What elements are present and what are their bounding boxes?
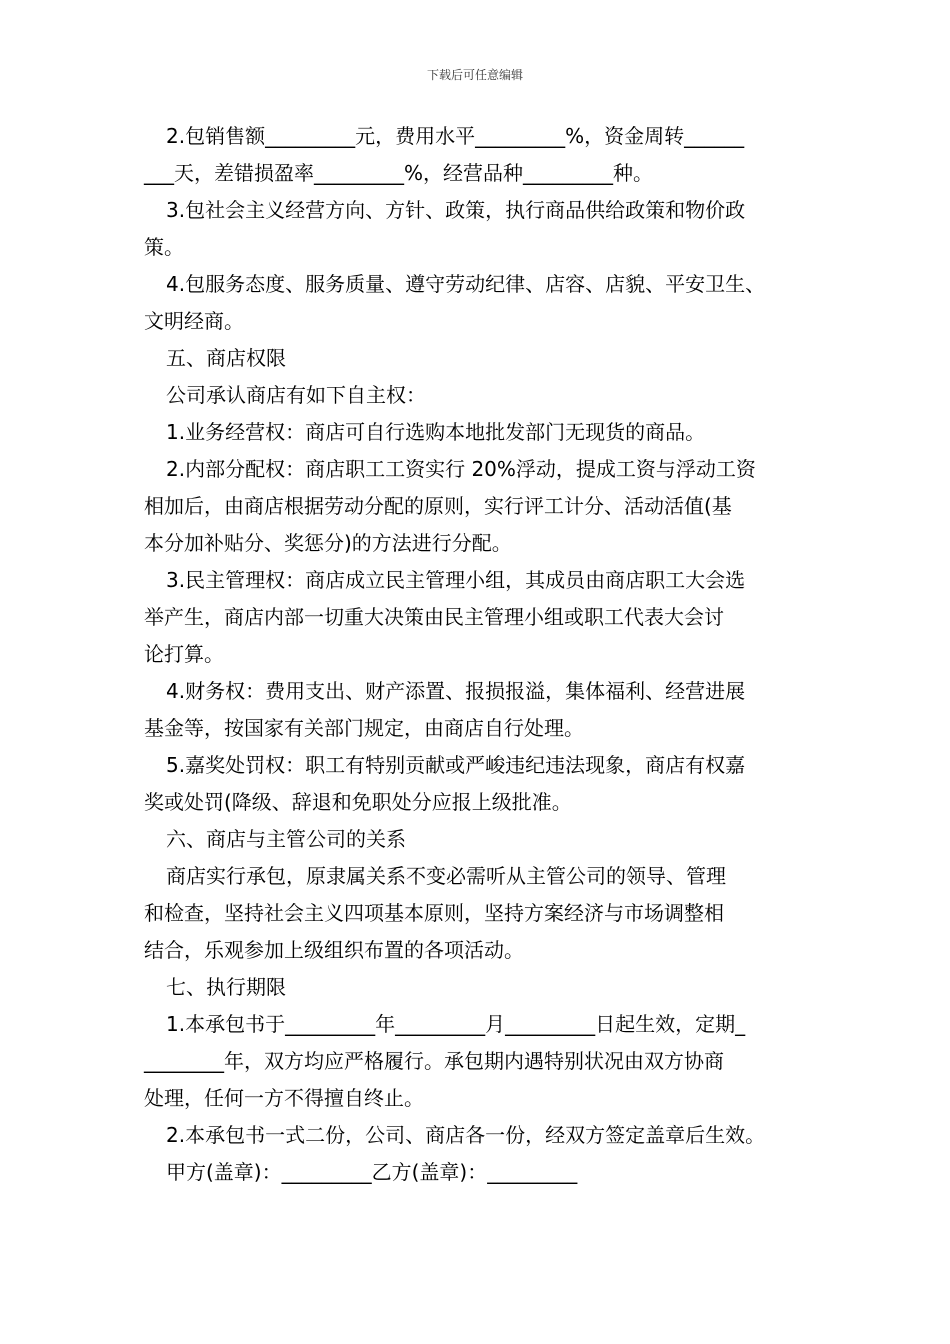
clause-line: 3.包社会主义经营方向、方针、政策，执行商品供给政策和物价政 [166, 198, 746, 222]
section-heading: 五、商店权限 [166, 346, 286, 370]
paragraph-line: 结合，乐观参加上级组织布置的各项活动。 [144, 938, 524, 962]
clause-line: 2.包销售额_________元，费用水平_________%，资金周转______ [166, 124, 745, 148]
clause-line: 5.嘉奖处罚权：职工有特别贡献或严峻违纪违法现象，商店有权嘉 [166, 753, 746, 777]
clause-line: 2.内部分配权：商店职工工资实行 20%浮动，提成工资与浮动工资 [166, 457, 756, 481]
clause-line: 1.本承包书于_________年_________月_________日起生效，定期_ [166, 1012, 746, 1036]
clause-line: 1.业务经营权：商店可自行选购本地批发部门无现货的商品。 [166, 420, 706, 444]
clause-line: 3.民主管理权：商店成立民主管理小组，其成员由商店职工大会选 [166, 568, 746, 592]
clause-line: 基金等，按国家有关部门规定，由商店自行处理。 [144, 716, 584, 740]
clause-line: 2.本承包书一式二份，公司、商店各一份，经双方签定盖章后生效。 [166, 1123, 766, 1147]
clause-line: 4.包服务态度、服务质量、遵守劳动纪律、店容、店貌、平安卫生、 [166, 272, 766, 296]
header-note: 下载后可任意编辑 [426, 68, 523, 82]
clause-line: 本分加补贴分、奖惩分)的方法进行分配。 [144, 531, 512, 555]
clause-line: 相加后，由商店根据劳动分配的原则，实行评工计分、活动活值(基 [144, 494, 732, 518]
clause-line: 举产生，商店内部一切重大决策由民主管理小组或职工代表大会讨 [144, 605, 724, 629]
section-heading: 六、商店与主管公司的关系 [166, 827, 406, 851]
paragraph-line: 商店实行承包，原隶属关系不变必需听从主管公司的领导、管理 [166, 864, 726, 888]
clause-line: 处理，任何一方不得擅自终止。 [144, 1086, 424, 1110]
clause-line: 奖或处罚(降级、辞退和免职处分应报上级批准。 [144, 790, 572, 814]
document-body [144, 118, 820, 1191]
clause-line: 文明经商。 [144, 309, 244, 333]
paragraph-line: 和检查，坚持社会主义四项基本原则，坚持方案经济与市场调整相 [144, 901, 724, 925]
paragraph-line: 公司承认商店有如下自主权： [166, 383, 426, 407]
section-heading: 七、执行期限 [166, 975, 286, 999]
clause-line: 4.财务权：费用支出、财产添置、报损报溢，集体福利、经营进展 [166, 679, 746, 703]
clause-line: ________年，双方均应严格履行。承包期内遇特别状况由双方协商 [144, 1049, 724, 1073]
signature-line: 甲方(盖章)：_________乙方(盖章)：_________ [166, 1160, 578, 1184]
clause-line: ___天，差错损盈率_________%，经营品种_________种。 [144, 161, 654, 185]
clause-line: 论打算。 [144, 642, 224, 666]
clause-line: 策。 [144, 235, 184, 259]
